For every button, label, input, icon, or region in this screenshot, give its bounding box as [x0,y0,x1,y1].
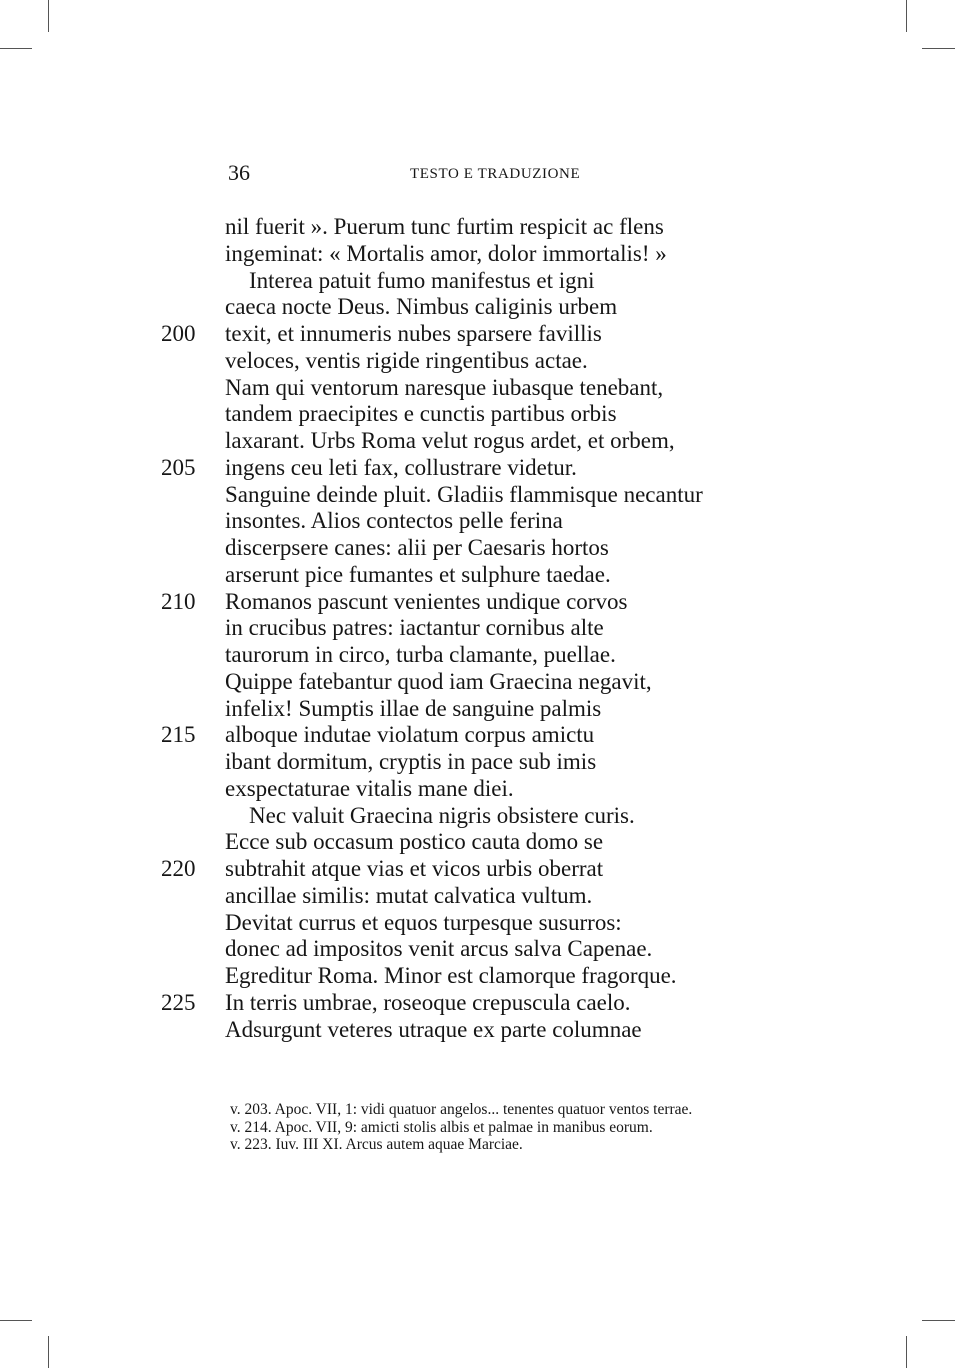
poem-text [0,214,955,1043]
crop-mark-top-right [906,0,907,32]
crop-mark-top-left-h [0,48,32,49]
verse-line [0,268,955,295]
footnote-text: v. 203. Apoc. VII, 1: vidi quatuor angelos... tenentes quatuor ventos terrae. [230,1101,693,1118]
verse-text: in crucibus patres: iactantur cornibus alte [225,615,604,641]
verse-line [0,883,955,910]
footnote [230,1101,790,1119]
verse-line [0,749,955,776]
line-number: 210 [161,588,196,614]
running-head: TESTO E TRADUZIONE [410,166,581,182]
footnote-text: v. 223. Iuv. III XI. Arcus autem aquae Marciae. [230,1136,523,1153]
verse-line [0,963,955,990]
verse-text: infelix! Sumptis illae de sanguine palmis [225,695,602,721]
verse-text: Devitat currus et equos turpesque susurros: [225,909,622,935]
verse-line [0,294,955,321]
verse-line [0,535,955,562]
verse-text: In terris umbrae, roseoque crepuscula caelo. [225,989,631,1015]
verse-line [0,696,955,723]
verse-text: subtrahit atque vias et vicos urbis oberrat [225,856,604,881]
verse-text: veloces, ventis rigide ringentibus actae. [225,347,588,373]
verse-line [0,214,955,241]
verse-text: laxarant. Urbs Roma velut rogus ardet, et orbem, [225,428,675,453]
verse-line [0,669,955,696]
verse-line [0,508,955,535]
verse-text: tandem praecipites e cunctis partibus orbis [225,401,617,427]
line-number: 205 [161,454,196,480]
footnotes [230,1101,790,1154]
verse-line [0,455,955,482]
page-number: 36 [228,160,250,185]
verse-text: donec ad impositos venit arcus salva Capenae. [225,936,653,962]
crop-mark-bottom-right [906,1336,907,1368]
line-number: 220 [161,856,196,881]
crop-mark-bottom-left [48,1336,49,1368]
verse-text: ibant dormitum, cryptis in pace sub imis [225,749,597,774]
verse-line [0,803,955,830]
verse-text: Egreditur Roma. Minor est clamorque fragorque. [225,963,677,988]
verse-text: Romanos pascunt venientes undique corvos [225,588,628,614]
verse-text: caeca nocte Deus. Nimbus caliginis urbem [225,294,618,320]
verse-line [0,990,955,1017]
crop-mark-top-left [48,0,49,32]
verse-line [0,856,955,883]
page-header [0,160,955,190]
verse-text: alboque indutae violatum corpus amictu [225,722,595,748]
verse-line [0,829,955,856]
verse-line [0,321,955,348]
verse-text: insontes. Alios contectos pelle ferina [225,508,563,534]
verse-text: Nec valuit Graecina nigris obsistere curis. [249,802,635,828]
verse-text: exspectaturae vitalis mane diei. [225,775,514,801]
footnote [230,1136,790,1154]
verse-text: texit, et innumeris nubes sparsere favillis [225,321,602,346]
verse-text: Quippe fatebantur quod iam Graecina negavit, [225,668,652,694]
verse-line [0,642,955,669]
verse-line [0,615,955,642]
verse-text: taurorum in circo, turba clamante, puellae. [225,642,616,667]
verse-line [0,936,955,963]
verse-line [0,589,955,616]
verse-text: Adsurgunt veteres utraque ex parte columnae [225,1016,642,1042]
verse-text: Nam qui ventorum naresque iubasque tenebant, [225,374,664,400]
verse-text: nil fuerit ». Puerum tunc furtim respicit ac flens [225,214,664,239]
verse-text: ancillae similis: mutat calvatica vultum. [225,882,593,908]
verse-text: ingens ceu leti fax, collustrare videtur. [225,454,577,480]
verse-line [0,910,955,937]
verse-line [0,428,955,455]
crop-mark-bottom-left-h [0,1320,32,1321]
line-number: 200 [161,321,196,346]
verse-text: ingeminat: « Mortalis amor, dolor immortalis! » [225,240,667,266]
verse-text: arserunt pice fumantes et sulphure taedae. [225,561,611,587]
verse-line [0,348,955,375]
footnote-text: v. 214. Apoc. VII, 9: amicti stolis albis et palmae in manibus eorum. [230,1118,653,1136]
verse-text: Sanguine deinde pluit. Gladiis flammisque necantur [225,481,703,507]
verse-line [0,722,955,749]
line-number: 225 [161,989,196,1015]
verse-line [0,562,955,589]
verse-line [0,482,955,509]
verse-text: discerpsere canes: alii per Caesaris hortos [225,535,609,560]
verse-text: Interea patuit fumo manifestus et igni [249,267,595,293]
line-number: 215 [161,722,196,748]
verse-line [0,1017,955,1044]
crop-mark-top-right-h [922,48,955,49]
verse-line [0,776,955,803]
verse-line [0,241,955,268]
verse-text: Ecce sub occasum postico cauta domo se [225,829,604,855]
verse-line [0,375,955,402]
crop-mark-bottom-right-h [922,1320,955,1321]
verse-line [0,401,955,428]
footnote [230,1119,790,1137]
